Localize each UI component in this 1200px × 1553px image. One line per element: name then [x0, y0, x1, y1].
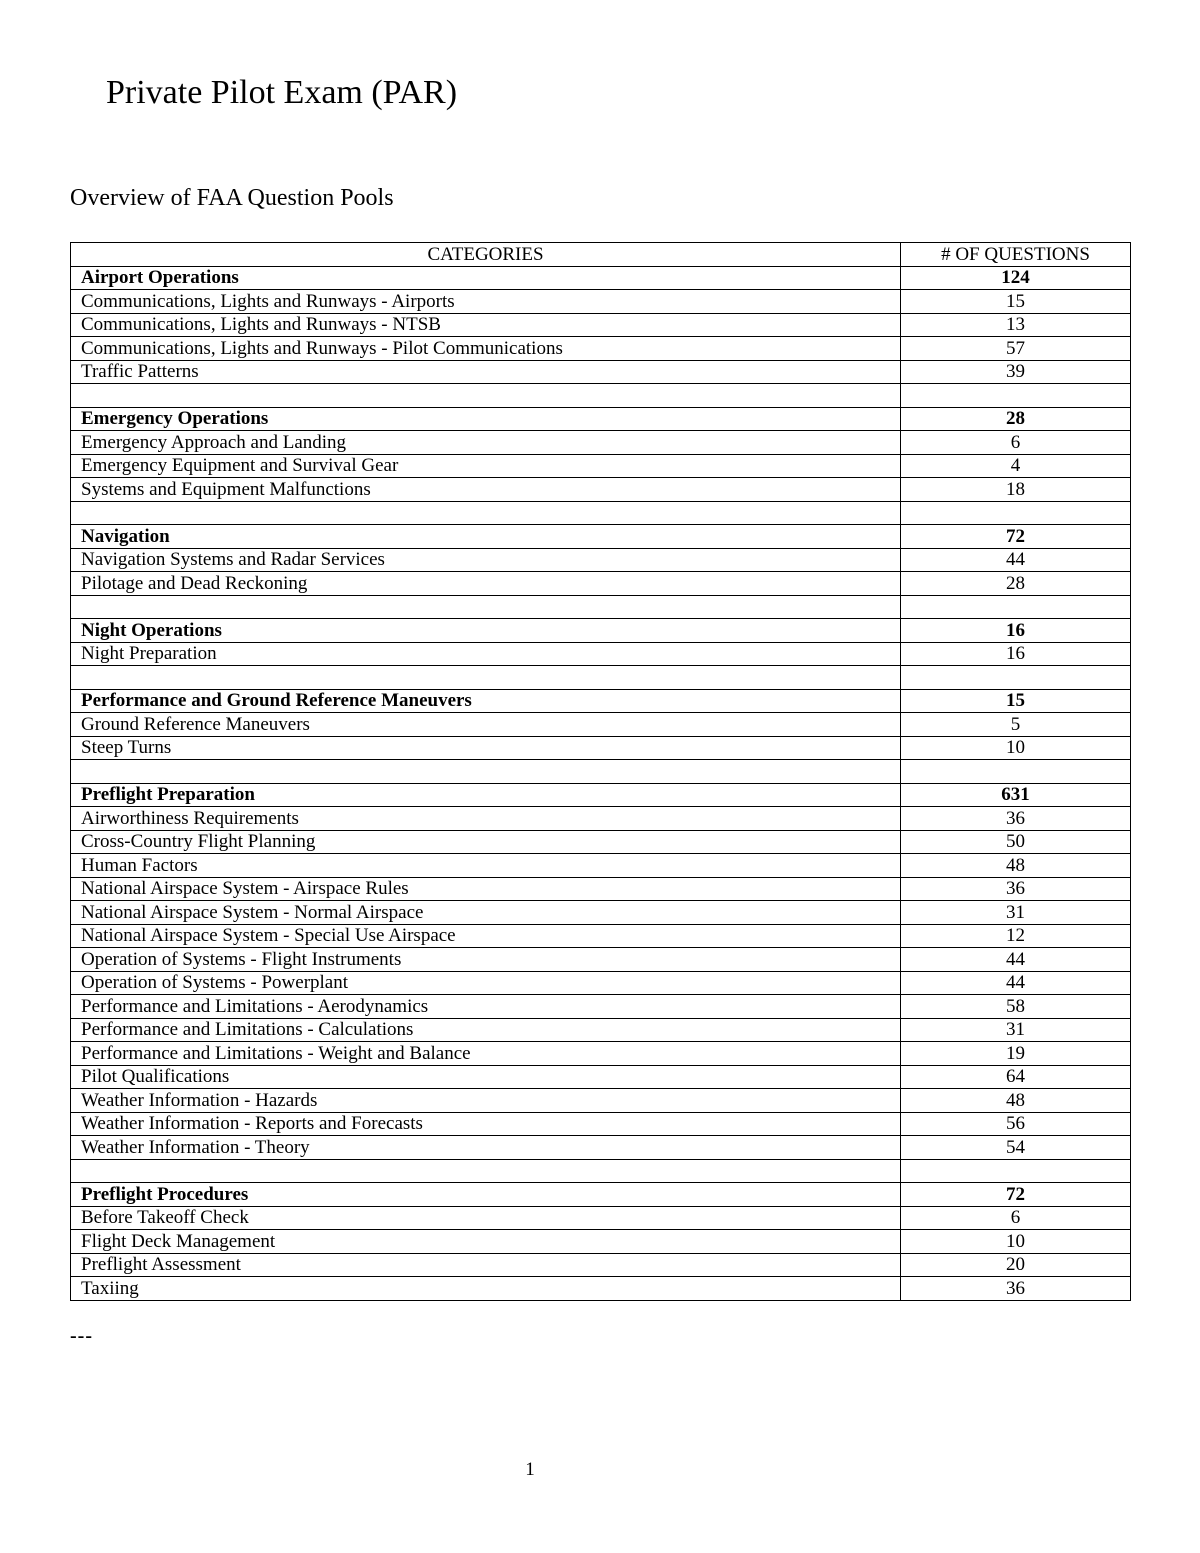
end-marker: ---: [70, 1325, 93, 1347]
question-count: 39: [901, 360, 1131, 384]
empty-cell: [901, 666, 1131, 690]
table-row: [71, 971, 1131, 995]
subcategory-label: Weather Information - Reports and Forecasts: [71, 1112, 901, 1136]
table-row: [71, 1230, 1131, 1254]
table-row: [71, 854, 1131, 878]
subcategory-label: Emergency Approach and Landing: [71, 431, 901, 455]
table-row: [71, 1089, 1131, 1113]
category-name: Airport Operations: [71, 266, 901, 290]
table-row: [71, 1018, 1131, 1042]
question-pool-table-body: [71, 266, 1131, 1300]
table-row: [71, 1253, 1131, 1277]
subcategory-label: Pilot Qualifications: [71, 1065, 901, 1089]
subcategory-label: Emergency Equipment and Survival Gear: [71, 454, 901, 478]
question-count: 12: [901, 924, 1131, 948]
subcategory-label: Performance and Limitations - Calculations: [71, 1018, 901, 1042]
table-row: [71, 948, 1131, 972]
category-total: 15: [901, 689, 1131, 713]
categories-column-header: CATEGORIES: [71, 243, 901, 267]
table-row: [71, 290, 1131, 314]
question-count: 56: [901, 1112, 1131, 1136]
category-total: 28: [901, 407, 1131, 431]
question-pool-table: [70, 242, 1131, 1301]
question-count: 48: [901, 1089, 1131, 1113]
subcategory-label: Night Preparation: [71, 642, 901, 666]
subcategory-label: National Airspace System - Normal Airspace: [71, 901, 901, 925]
category-header-row: [71, 689, 1131, 713]
subcategory-label: Performance and Limitations - Weight and Balance: [71, 1042, 901, 1066]
table-row: [71, 360, 1131, 384]
question-count: 16: [901, 642, 1131, 666]
question-count: 44: [901, 548, 1131, 572]
question-count: 50: [901, 830, 1131, 854]
table-row: [71, 713, 1131, 737]
empty-cell: [901, 501, 1131, 525]
table-row: [71, 1206, 1131, 1230]
subcategory-label: Weather Information - Hazards: [71, 1089, 901, 1113]
category-total: 72: [901, 525, 1131, 549]
spacer-row: [71, 760, 1131, 784]
category-name: Performance and Ground Reference Maneuvers: [71, 689, 901, 713]
table-row: [71, 313, 1131, 337]
question-count: 10: [901, 736, 1131, 760]
empty-cell: [71, 595, 901, 619]
question-count: 4: [901, 454, 1131, 478]
subcategory-label: Flight Deck Management: [71, 1230, 901, 1254]
document-title: Private Pilot Exam (PAR): [106, 74, 458, 111]
subcategory-label: Communications, Lights and Runways - NTSB: [71, 313, 901, 337]
question-count: 31: [901, 901, 1131, 925]
table-row: [71, 1136, 1131, 1160]
table-row: [71, 1042, 1131, 1066]
category-total: 72: [901, 1183, 1131, 1207]
subcategory-label: Weather Information - Theory: [71, 1136, 901, 1160]
category-header-row: [71, 525, 1131, 549]
category-total: 124: [901, 266, 1131, 290]
empty-cell: [71, 760, 901, 784]
subcategory-label: Preflight Assessment: [71, 1253, 901, 1277]
question-count: 58: [901, 995, 1131, 1019]
table-row: [71, 995, 1131, 1019]
table-row: [71, 830, 1131, 854]
category-total: 16: [901, 619, 1131, 643]
empty-cell: [71, 666, 901, 690]
table-header-row: [71, 243, 1131, 267]
category-header-row: [71, 619, 1131, 643]
document-subtitle: Overview of FAA Question Pools: [70, 185, 394, 211]
question-count: 64: [901, 1065, 1131, 1089]
subcategory-label: Steep Turns: [71, 736, 901, 760]
table-row: [71, 877, 1131, 901]
spacer-row: [71, 1159, 1131, 1183]
category-header-row: [71, 407, 1131, 431]
question-count: 54: [901, 1136, 1131, 1160]
table-row: [71, 642, 1131, 666]
question-count: 6: [901, 431, 1131, 455]
subcategory-label: Communications, Lights and Runways - Airports: [71, 290, 901, 314]
category-name: Preflight Procedures: [71, 1183, 901, 1207]
category-header-row: [71, 266, 1131, 290]
category-name: Preflight Preparation: [71, 783, 901, 807]
empty-cell: [901, 1159, 1131, 1183]
subcategory-label: National Airspace System - Special Use Airspace: [71, 924, 901, 948]
question-count: 6: [901, 1206, 1131, 1230]
table-row: [71, 901, 1131, 925]
question-count: 15: [901, 290, 1131, 314]
empty-cell: [71, 501, 901, 525]
question-count: 10: [901, 1230, 1131, 1254]
subcategory-label: Taxiing: [71, 1277, 901, 1301]
empty-cell: [901, 384, 1131, 408]
question-count: 20: [901, 1253, 1131, 1277]
subcategory-label: Performance and Limitations - Aerodynamics: [71, 995, 901, 1019]
question-count: 36: [901, 1277, 1131, 1301]
question-count: 36: [901, 807, 1131, 831]
table-row: [71, 337, 1131, 361]
question-count: 31: [901, 1018, 1131, 1042]
table-row: [71, 478, 1131, 502]
spacer-row: [71, 501, 1131, 525]
question-count: 13: [901, 313, 1131, 337]
empty-cell: [901, 595, 1131, 619]
spacer-row: [71, 384, 1131, 408]
table-row: [71, 548, 1131, 572]
empty-cell: [71, 384, 901, 408]
empty-cell: [71, 1159, 901, 1183]
subcategory-label: Navigation Systems and Radar Services: [71, 548, 901, 572]
empty-cell: [901, 760, 1131, 784]
table-row: [71, 431, 1131, 455]
subcategory-label: Ground Reference Maneuvers: [71, 713, 901, 737]
spacer-row: [71, 666, 1131, 690]
table-row: [71, 1112, 1131, 1136]
question-count: 28: [901, 572, 1131, 596]
subcategory-label: Systems and Equipment Malfunctions: [71, 478, 901, 502]
table-row: [71, 454, 1131, 478]
category-header-row: [71, 1183, 1131, 1207]
table-row: [71, 736, 1131, 760]
question-count: 36: [901, 877, 1131, 901]
subcategory-label: Operation of Systems - Powerplant: [71, 971, 901, 995]
question-count-column-header: # OF QUESTIONS: [901, 243, 1131, 267]
question-count: 57: [901, 337, 1131, 361]
subcategory-label: Communications, Lights and Runways - Pilot Communications: [71, 337, 901, 361]
category-name: Emergency Operations: [71, 407, 901, 431]
table-row: [71, 807, 1131, 831]
subcategory-label: Cross-Country Flight Planning: [71, 830, 901, 854]
question-count: 48: [901, 854, 1131, 878]
subcategory-label: Operation of Systems - Flight Instruments: [71, 948, 901, 972]
subcategory-label: Human Factors: [71, 854, 901, 878]
question-count: 44: [901, 971, 1131, 995]
category-header-row: [71, 783, 1131, 807]
question-count: 5: [901, 713, 1131, 737]
question-count: 18: [901, 478, 1131, 502]
table-row: [71, 1065, 1131, 1089]
subcategory-label: Pilotage and Dead Reckoning: [71, 572, 901, 596]
category-total: 631: [901, 783, 1131, 807]
subcategory-label: Before Takeoff Check: [71, 1206, 901, 1230]
table-row: [71, 924, 1131, 948]
spacer-row: [71, 595, 1131, 619]
question-count: 19: [901, 1042, 1131, 1066]
question-count: 44: [901, 948, 1131, 972]
table-row: [71, 1277, 1131, 1301]
table-row: [71, 572, 1131, 596]
subcategory-label: National Airspace System - Airspace Rules: [71, 877, 901, 901]
category-name: Night Operations: [71, 619, 901, 643]
subcategory-label: Airworthiness Requirements: [71, 807, 901, 831]
subcategory-label: Traffic Patterns: [71, 360, 901, 384]
page-number: 1: [525, 1459, 535, 1480]
category-name: Navigation: [71, 525, 901, 549]
